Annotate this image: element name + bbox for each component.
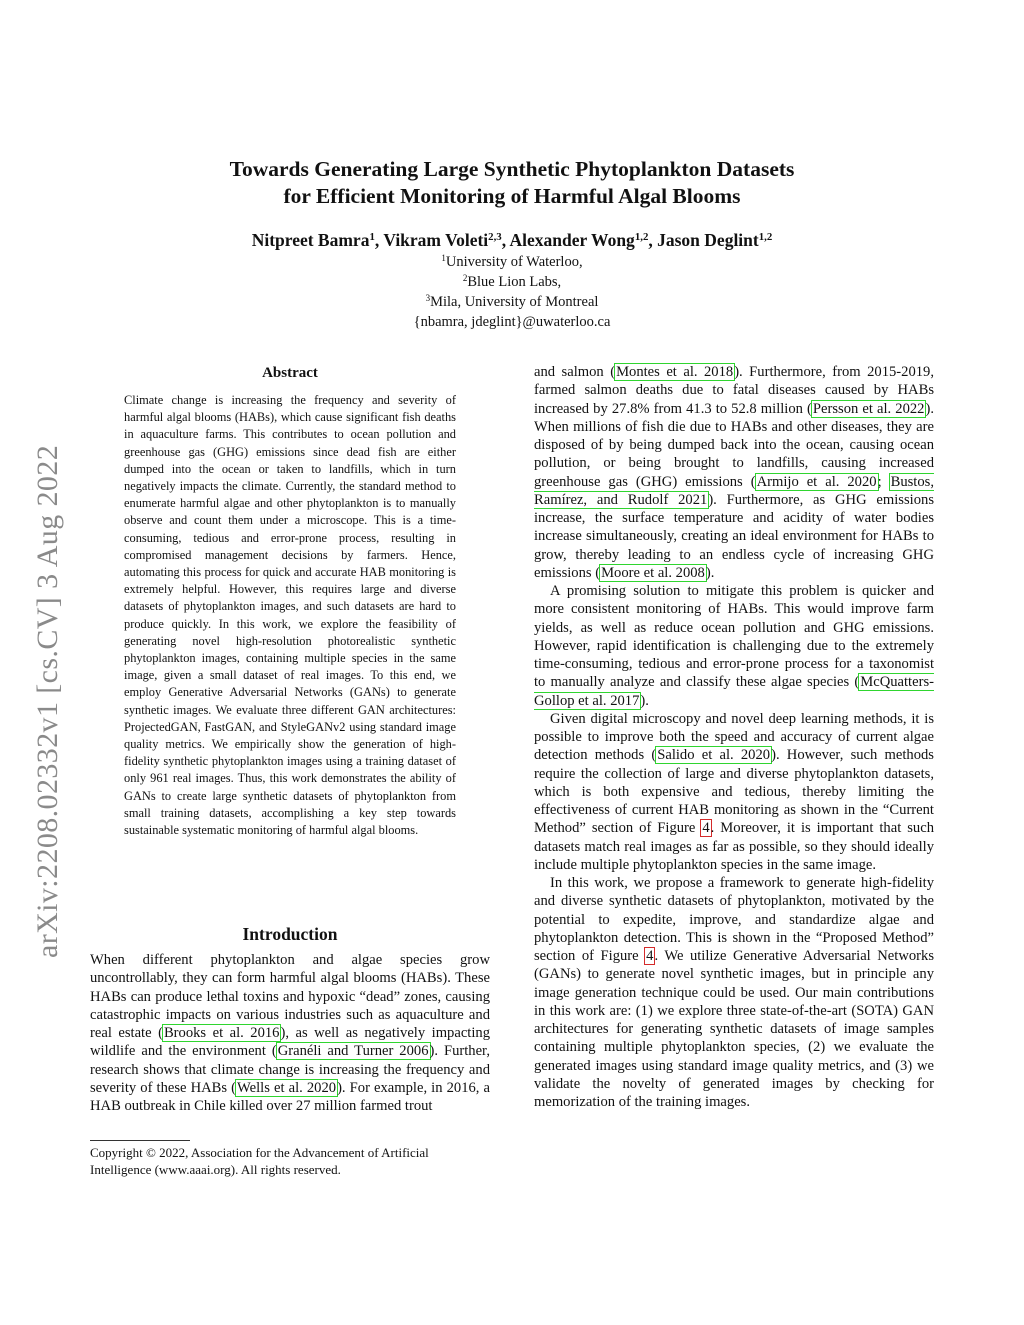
right-column	[534, 363, 934, 1111]
citation-link[interactable]: Salido et al. 2020	[657, 747, 771, 764]
title-line-2: for Efficient Monitoring of Harmful Algal Blooms	[283, 184, 741, 208]
citation-link[interactable]: Moore et al. 2008	[601, 564, 705, 581]
author-affil-mark: 2,3	[488, 231, 502, 244]
contact-email: {nbamra, jdeglint}@uwaterloo.ca	[413, 314, 611, 330]
author-name: Vikram Voleti	[383, 230, 489, 250]
author-list: Nitpreet Bamra$^1$, Vikram Voleti$^{2,3}$, Alexander Wong$^{1,2}$, Jason Deglint$^{1,2}$	[251, 230, 773, 250]
author-affil-mark: 1,2	[634, 231, 649, 244]
copyright-footnote: Copyright © 2022, Association for the Advancement of Artificial Intelligence (www.aaai.org). All rights reserved.	[90, 1145, 429, 1177]
citation-link[interactable]: Granéli and Turner 2006	[277, 1043, 429, 1060]
author-affil-mark: 1	[369, 231, 375, 244]
affiliation: $^2$Blue Lion Labs,	[462, 273, 562, 290]
introduction-heading: Introduction	[242, 924, 338, 944]
citation-link[interactable]: Armijo et al. 2020	[756, 473, 877, 490]
title-line-1: Towards Generating Large Synthetic Phytoplankton Datasets	[229, 157, 795, 181]
introduction-paragraph: When different phytoplankton and algae species grow uncontrollably, they can form harmful algal blooms (HABs). These HABs can produce lethal toxins and hypoxic “dead” zones, causing catastrophic impacts on various industries such as aquaculture and real estate (Brooks et al. 2016), as well as negatively impacting wildlife and the environment (Granéli and Turner 2006). Further, research shows that climate change is increasing the frequency and severity of these HABs (Wells et al. 2020). For example, in 2016, a HAB outbreak in Chile killed over 27 million farmed trout	[90, 952, 490, 1115]
abstract-heading: Abstract	[262, 365, 318, 381]
affiliation: $^3$Mila, University of Montreal	[425, 293, 599, 310]
citation-link[interactable]: Wells et al. 2020	[237, 1080, 337, 1097]
paper-title	[112, 156, 912, 210]
figure-reference-link[interactable]: 4	[646, 948, 654, 964]
body-paragraph: A promising solution to mitigate this problem is quicker and more consistent monitoring of HABs. This would improve farm yields, as well as reduce ocean pollution and GHG emissions. However, rapid identification is challenging due to the extremely time-consuming, tedious and error-prone process for a taxonomist to manually analyze and classify these algae species (McQuatters-Gollop et al. 2017).	[534, 583, 934, 709]
citation-link[interactable]: Montes et al. 2018	[616, 364, 734, 380]
abstract-text: Climate change is increasing the frequency and severity of harmful algal blooms (HABs), which cause significant fish deaths in aquaculture farms. This contributes to ocean pollution and greenhouse gas (GHG) emissions since dead fish are either dumped into the ocean or taken to landfills, which in turn negatively impacts the climate. Currently, the standard method to enumerate harmful algae and other phytoplankton is to manually observe and count them under a microscope. This is a time-consuming, tedious and error-prone process, resulting in compromised management decisions by farmers. Hence, automating this process for quick and accurate HAB monitoring is extremely helpful. However, this requires large and diverse datasets of phytoplankton images, and such datasets are hard to produce quickly. In this work, we explore the feasibility of generating novel high-resolution photorealistic synthetic phytoplankton images, containing multiple species in the same image, given a small dataset of real images. To this end, we employ Generative Adversarial Networks (GANs) to generate synthetic images. We evaluate three different GAN architectures: ProjectedGAN, FastGAN, and StyleGANv2 using standard image quality metrics. We empirically show the generation of high-fidelity synthetic phytoplankton images using a training dataset of only 961 real images. Thus, this work demonstrates the ability of GANs to create large synthetic datasets of phytoplankton from small training datasets, accomplishing a key step towards sustainable systematic monitoring of harmful algal blooms.	[124, 393, 456, 838]
figure-reference-link[interactable]: 4	[702, 820, 710, 837]
citation-link[interactable]: Brooks et al. 2016	[163, 1025, 280, 1042]
affiliation: $^1$University of Waterloo,	[441, 253, 583, 270]
citation-link[interactable]: Persson et al. 2022	[812, 400, 925, 417]
body-paragraph: and salmon (Montes et al. 2018). Furthermore, from 2015-2019, farmed salmon deaths due to fatal diseases caused by HABs increased by 27.8% from 41.3 to 52.8 million (Persson et al. 2022). When millions of fish die due to HABs and other diseases, they are disposed of by being dumped back into the ocean, causing ocean pollution, or being brought to landfills, causing increased greenhouse gas (GHG) emissions (Armijo et al. 2020; Bustos, Ramírez, and Rudolf 2021). Furthermore, as GHG emissions increase, the surface temperature and acidity of water bodies increase simultaneously, creating an ideal environment for HABs to grow, thereby leading to an endless cycle of increasing GHG emissions (Moore et al. 2008).	[534, 364, 934, 581]
author-name: Jason Deglint	[657, 230, 759, 250]
citation-link[interactable]: Bustos, Ramírez, and Rudolf 2021	[534, 473, 934, 508]
body-paragraph: In this work, we propose a framework to generate high-fidelity and diverse synthetic datasets of phytoplankton, motivated by the potential to expedite, improve, and standardize algae and phytoplankton detection. This is shown in the “Proposed Method” section of Figure 4. We utilize Generative Adversarial Networks (GANs) to generate novel synthetic images, but in principle any image generation technique could be used. Our main contributions in this work are: (1) we explore three state-of-the-art (SOTA) GAN architectures for generating synthetic datasets of image samples containing multiple phytoplankton species, (2) we evaluate the generated images using standard image quality metrics, and (3) we validate the novelty of generated images by checking for memorization of the training images.	[534, 875, 935, 1110]
author-name: Alexander Wong	[509, 230, 635, 250]
footnote-divider	[90, 1140, 190, 1141]
body-paragraph: Given digital microscopy and novel deep learning methods, it is possible to improve both the speed and accuracy of current algae detection methods (Salido et al. 2020). However, such methods require the collection of large and diverse phytoplankton datasets, which is both expensive and tedious, thereby limiting the effectiveness of current HAB monitoring as shown in the “Current Method” section of Figure 4. Moreover, it is important that such datasets match real images as far as possible, so they should ideally include multiple phytoplankton species in the same image.	[534, 710, 934, 873]
arxiv-identifier: arXiv:2208.02332v1 [cs.CV] 3 Aug 2022	[31, 444, 64, 958]
author-affil-mark: 1,2	[758, 231, 773, 244]
author-name: Nitpreet Bamra	[251, 230, 370, 250]
citation-link[interactable]: McQuatters-Gollop et al. 2017	[534, 674, 934, 709]
affiliation-block	[112, 252, 912, 332]
